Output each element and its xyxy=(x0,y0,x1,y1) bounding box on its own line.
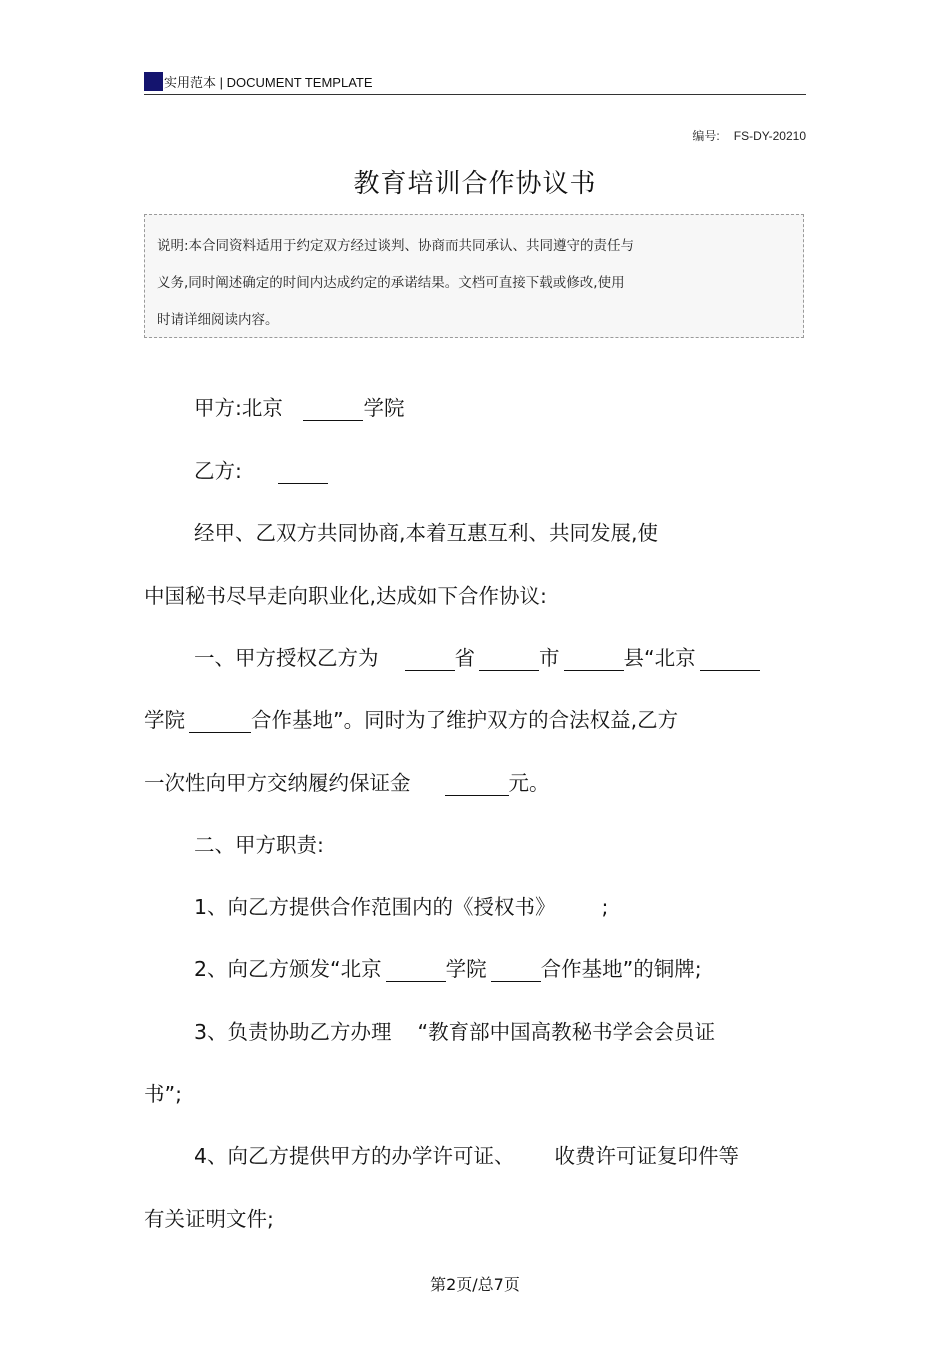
item-1-end: ; xyxy=(601,895,609,919)
clause-1-text-b: 省 xyxy=(454,646,475,670)
document-number xyxy=(692,127,806,144)
page-header xyxy=(144,70,806,95)
blank-field xyxy=(386,959,446,982)
party-b-line xyxy=(194,454,328,484)
item-3-text-b: “教育部中国高教秘书学会会员证 xyxy=(417,1020,716,1044)
blank-field xyxy=(479,648,539,671)
note-line-1: 说明:本合同资料适用于约定双方经过谈判、协商而共同承认、共同遵守的责任与 xyxy=(157,238,635,254)
party-b-prefix: 乙方: xyxy=(194,459,242,483)
item-2-text-a: 2、向乙方颁发“北京 xyxy=(194,957,382,981)
intro-line-1: 经甲、乙双方共同协商,本着互惠互利、共同发展,使 xyxy=(194,521,659,545)
item-4 xyxy=(194,1139,739,1169)
party-a-suffix: 学院 xyxy=(363,396,405,420)
header-label: 实用范本 | DOCUMENT TEMPLATE xyxy=(164,75,373,90)
clause-1-line-2 xyxy=(144,703,678,733)
clause-1-text-g: 一次性向甲方交纳履约保证金 xyxy=(144,771,411,795)
item-3-cont: 书”; xyxy=(144,1082,183,1106)
item-2 xyxy=(194,952,702,982)
clause-1-line-1 xyxy=(194,641,760,671)
clause-1-text-h: 元。 xyxy=(508,771,550,795)
item-4-text-a: 4、向乙方提供甲方的办学许可证、 xyxy=(194,1144,515,1168)
description-box xyxy=(144,214,804,338)
party-a-line xyxy=(194,391,404,421)
blank-field xyxy=(491,959,541,982)
blank-field xyxy=(700,648,760,671)
clause-1-text-e: 学院 xyxy=(144,708,185,732)
party-a-prefix: 甲方:北京 xyxy=(194,396,283,420)
blank-field xyxy=(564,648,624,671)
blank-field xyxy=(189,710,251,733)
item-4-text-b: 收费许可证复印件等 xyxy=(554,1144,740,1168)
clause-1-text-d: 县“北京 xyxy=(623,646,696,670)
page-number: 第2页/总7页 xyxy=(430,1275,520,1294)
doc-number-value: FS-DY-20210 xyxy=(733,129,806,143)
item-2-text-c: 合作基地”的铜牌; xyxy=(540,957,702,981)
blank-field xyxy=(278,461,328,484)
note-line-3: 时请详细阅读内容。 xyxy=(157,312,279,328)
blank-field xyxy=(445,773,509,796)
logo-square-icon xyxy=(144,72,163,91)
document-title: 教育培训合作协议书 xyxy=(353,169,597,199)
item-1-text: 1、向乙方提供合作范围内的《授权书》 xyxy=(194,895,556,919)
item-1 xyxy=(194,890,608,920)
clause-1-text-c: 市 xyxy=(539,646,560,670)
clause-2-title: 二、甲方职责: xyxy=(194,833,324,857)
doc-number-label: 编号: xyxy=(692,129,720,143)
intro-line-2: 中国秘书尽早走向职业化,达成如下合作协议: xyxy=(144,584,547,608)
note-line-2: 义务,同时阐述确定的时间内达成约定的承诺结果。文档可直接下载或修改,使用 xyxy=(157,275,625,291)
item-4-cont: 有关证明文件; xyxy=(144,1207,274,1231)
clause-1-line-3 xyxy=(144,766,550,796)
item-2-text-b: 学院 xyxy=(445,957,487,981)
blank-field xyxy=(405,648,455,671)
blank-field xyxy=(303,398,363,421)
clause-1-text-f: 合作基地”。同时为了维护双方的合法权益,乙方 xyxy=(251,708,679,732)
clause-1-text-a: 一、甲方授权乙方为 xyxy=(194,646,379,670)
item-3-text-a: 3、负责协助乙方办理 xyxy=(194,1020,392,1044)
item-3 xyxy=(194,1015,715,1045)
